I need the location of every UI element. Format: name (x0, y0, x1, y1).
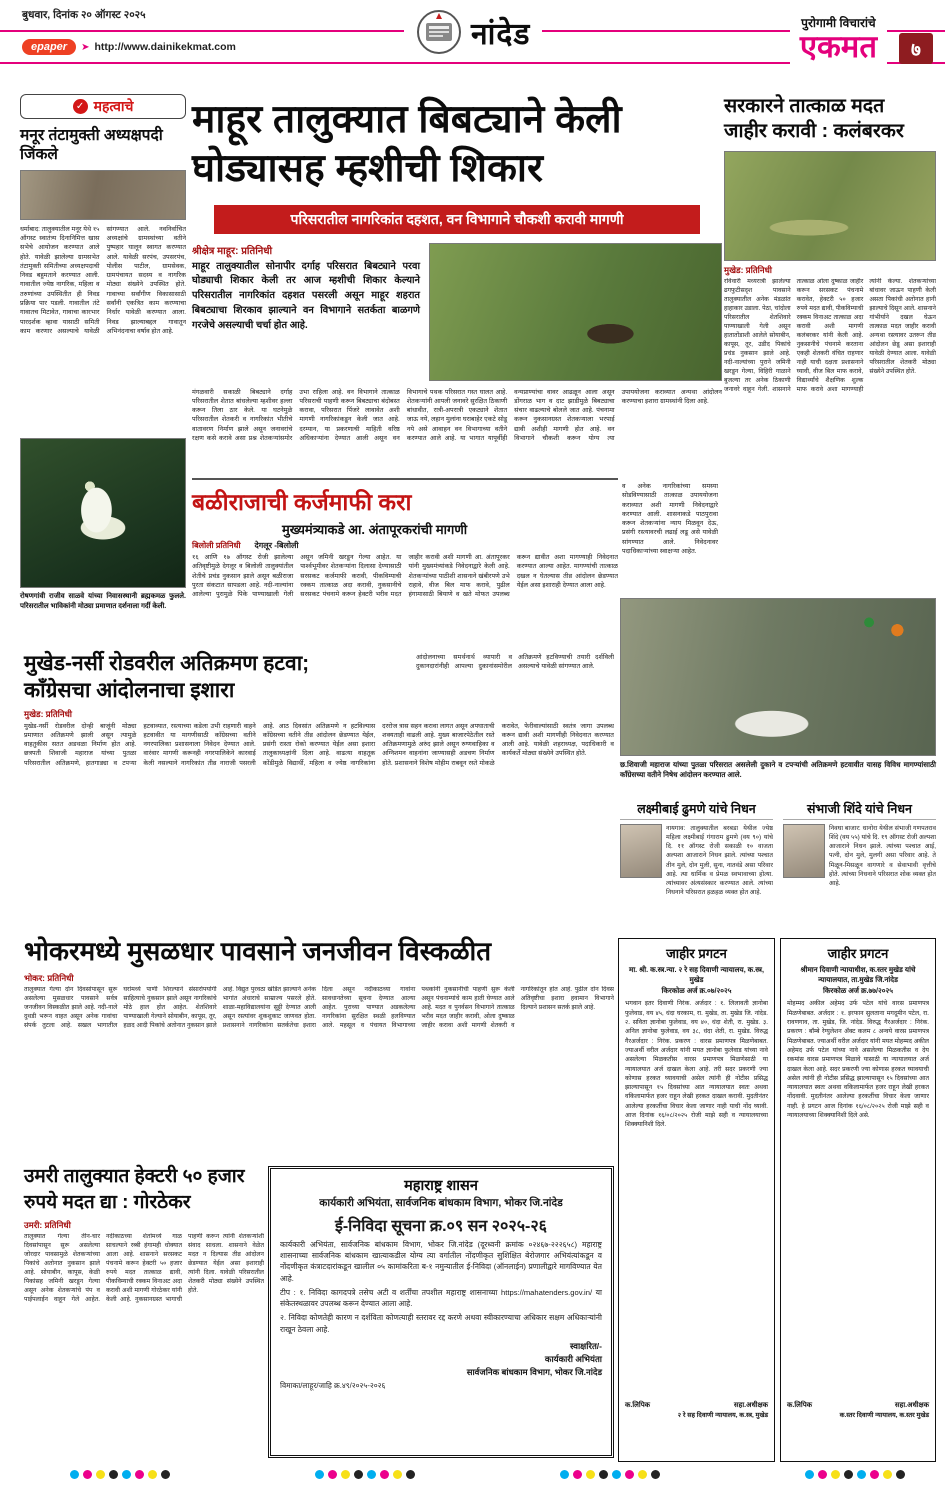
important-label: महत्वाचे (93, 98, 134, 114)
loan-waiver-place: देगलूर -बिलोली (254, 541, 299, 550)
notice-2-case-number: किरकोळ अर्ज क्र.७७/२०२५ (823, 986, 893, 996)
magenta-dot (328, 1470, 337, 1479)
masthead-logo-block (404, 9, 542, 55)
notice-2-sign-clerk: क.लिपिक (787, 1402, 813, 1410)
black-dot (651, 1470, 660, 1479)
magenta-dot (135, 1470, 144, 1479)
magenta-dot (573, 1470, 582, 1479)
notice-2-sign-superintendent: सहा.अधीक्षक (894, 1402, 929, 1410)
umari-byline: उमरी: प्रतिनिधी (24, 1220, 71, 1231)
yellow-dot (148, 1470, 157, 1479)
cyan-dot (122, 1470, 131, 1479)
protest-photo-caption: छ.शिवाजी महाराज यांच्या पुतळा परिसरात असलेली दुकाने व टपऱ्यांची अतिक्रमणे हटवावीत यासह विविध मागण्यांसाठी काँग्रेसच्या वतीने निषेध आंदोलन करण्यात आले. (620, 760, 936, 780)
magenta-dot (625, 1470, 634, 1479)
brand-name: एकमत (799, 29, 877, 64)
masthead-emblem-icon (416, 9, 462, 55)
notice-1-sign-superintendent: सहा.अधीक्षक (733, 1402, 768, 1410)
notice-2-body: मोहम्मद अकील अहेमद उर्फ पटेल यांचे वारस प्रमाणपत्र मिळणेबाबत. अर्जदार : १. इरफान सुलताना मगदूमीन पटेल, रा. रावणगाव, ता. मुखेड, जि. नांदेड. विरुद्ध गैरअर्जदार : निरंक. प्रकरण : बॉम्बे रेग्युलेशन ॲक्ट कलम ८ अन्वये वारस प्रमाणपत्र मिळणेबाबत. ज्याअर्थी वरील अर्जदार यांनी मयत मोहम्मद अकील अहेमद उर्फ पटेल यांच्या नावे असलेल्या मिळकतीस व देय रकमांस वारस प्रमाणपत्र मिळावे यासाठी या न्यायालयात अर्ज दाखल केला आहे. सदर प्रकरणी ज्या कोणास हरकत घ्यावयाची असेल त्यांनी ही नोटीस प्रसिद्ध झाल्यापासून १५ दिवसांच्या आत न्यायालयात स्वतः अथवा वकिलामार्फत हजर राहून लेखी हरकत नोंदवावी. मुदतीनंतर आलेल्या हरकतींचा विचार केला जाणार नाही. हे प्रगटन आज दिनांक १६/०८/२०२५ रोजी माझे सही व न्यायालयाच्या शिक्क्यानिशी दिले असे. (787, 1000, 929, 1119)
notice-1-title: जाहीर प्रगटन (666, 946, 727, 961)
notice-1-sign-court: २ रे सह दिवाणी न्यायालय, क.स्त्र, मुखेड (677, 1412, 768, 1420)
cyan-dot (367, 1470, 376, 1479)
aid-headline-line1: सरकारने तात्काळ मदत (724, 95, 885, 117)
notice-2-signatures (787, 1401, 929, 1410)
obituary-shinde-row (783, 824, 936, 934)
black-dot (844, 1470, 853, 1479)
lead-story-row (192, 243, 722, 381)
lead-body-text: मंगळवारी सकाळी बिबट्याने दर्गाह परिसरातील शेतात बांधलेल्या म्हशीवर हल्ला करून तिला ठार केले. या घटनेमुळे परिसरातील शेतकरी व नागरिकांत भीतीचे वातावरण निर्माण झाले असून जनावरांचे रक्षण कसे करावे असा प्रश्न शेतकऱ्यांसमोर उभा राहिला आहे. वन विभागाने तात्काळ परिसराची पाहणी करून बिबट्याचा बंदोबस्त करावा, परिसरात पिंजरे लावावेत अशी मागणी नागरिकांकडून केली जात आहे. दरम्यान, या प्रकरणाची माहिती वरिष्ठ अधिकाऱ्यांना देण्यात आली असून वन विभागाचे पथक परिसरात गस्त घालत आहे. शेतकऱ्यांनी आपली जनावरे सुरक्षित ठिकाणी बांधावीत, रात्री-अपरात्री एकट्याने शेतात जाऊ नये, लहान मुलांना घराबाहेर एकटे सोडू नये असे आवाहन वन विभागाच्या वतीने करण्यात आले आहे. या भागात यापूर्वीही वन्यप्राण्यांचा वावर आढळून आला असून डोंगराळ भाग व दाट झाडीमुळे बिबट्याचा संचार वाढल्याचे बोलले जात आहे. पंचनामा करून नुकसानग्रस्त शेतकऱ्याला भरपाई द्यावी अशीही मागणी होत आहे. वन विभागाने चौकशी करून योग्य त्या उपाययोजना कराव्यात अन्यथा आंदोलन करण्याचा इशारा ग्रामस्थांनी दिला आहे. (192, 388, 722, 442)
tender-sign-line1: स्वाक्षरित/- (569, 1340, 602, 1351)
print-registration-marks (0, 1470, 945, 1484)
loan-waiver-bylines (192, 540, 618, 551)
tender-signature-block (280, 1340, 602, 1380)
obituary-dhumane-body: नायगाव: तालुक्यातील बरबडा येथील ज्येष्ठ महिला लक्ष्मीबाई गंगाराम ढुमणे (वय ९०) यांचे दि. ११ ऑगस्ट रोजी सकाळी १० वाजता अल्पशा आजाराने निधन झाले. त्यांच्या पश्चात तीन मुले, दोन मुली, सुना, नातवंडे असा परिवार आहे. त्या धार्मिक व प्रेमळ स्वभावाच्या होत्या. त्यांच्यावर अंत्यसंस्कार करण्यात आले. त्यांच्या निधनाने परिसरात हळहळ व्यक्त होत आहे. (666, 825, 773, 896)
black-dot (354, 1470, 363, 1479)
umari-headline-line1: उमरी तालुक्यात हेक्टरी ५० हजार (24, 1166, 245, 1187)
black-dot (896, 1470, 905, 1479)
court-notice-1 (618, 938, 775, 1462)
lead-headline-line2: घोड्यासह म्हशीची शिकार (192, 146, 543, 190)
obituary-dhumane (620, 800, 773, 934)
black-dot (109, 1470, 118, 1479)
important-header (20, 94, 186, 119)
lead-intro-column (192, 243, 420, 381)
black-dot (599, 1470, 608, 1479)
congress-protest-photo (620, 598, 936, 756)
tender-sign-line3: सार्वजनिक बांधकाम विभाग, भोकर जि.नांदेड (466, 1367, 602, 1378)
damaged-crops-photo (724, 151, 936, 261)
yellow-dot (831, 1470, 840, 1479)
tender-department: कार्यकारी अभियंता, सार्वजनिक बांधकाम विभाग, भोकर जि.नांदेड (319, 1197, 563, 1209)
aid-byline: मुखेड: प्रतिनिधी (724, 264, 773, 275)
umari-body: तालुक्यात गेल्या तीन-चार दिवसांपासून सुरू असलेल्या जोरदार पावसामुळे शेतकऱ्यांच्या पिकांचे अतोनात नुकसान झाले आहे. सोयाबीन, कापूस, केळी पिकांसह जमिनी खरडून गेल्या असून अनेक शेतकऱ्यांचे पंप व पाईपलाईन वाहून गेले आहेत. नदीकाठच्या शेतांमध्ये गाळ साचल्याने रब्बी हंगामही धोक्यात आला आहे. शासनाने सरसकट पंचनामे करून हेक्टरी ५० हजार रुपये मदत तात्काळ द्यावी, पीकविम्याची रक्कम विनाअट अदा करावी अशी मागणी गोरठेकर यांनी केली आहे. नुकसानग्रस्त भागाची पाहणी करून त्यांनी शेतकऱ्यांशी संवाद साधला. शासनाने वेळेत मदत न दिल्यास तीव्र आंदोलन छेडण्यात येईल असा इशाराही त्यांनी दिला. यावेळी परिसरातील शेतकरी मोठ्या संख्येने उपस्थित होते. (24, 1233, 264, 1304)
magenta-dot (380, 1470, 389, 1479)
encroachment-intro: आंदोलनाच्या समर्थनार्थ व्यापारी व दुकानदारांनीही आपल्या दुकानांसमोरील अतिक्रमणे हटविण्याची तयारी दर्शविली असल्याचे यावेळी सांगण्यात आले. (416, 654, 614, 671)
notice-1-case-number: किरकोळ अर्ज क्र.०७/२०२५ (661, 986, 732, 996)
notice-1-signatures (625, 1401, 768, 1410)
aid-body-text: रविवारी मध्यरात्री झालेल्या ढगफुटीसदृश पावसाने तालुक्यातील अनेक मंडळांत हाहाकार उडाला. पेठा, चांदोला परिसरातील शेतशिवारे पाण्याखाली गेली असून हातातोंडाशी आलेले सोयाबीन, कापूस, तूर, उडीद पिकांचे प्रचंड नुकसान झाले आहे. नदी-नाल्यांच्या पुराने जमिनी खरडून गेल्या, विहिरी गाळाने बुजल्या तर अनेक ठिकाणी जनावरे वाहून गेली. शासनाने तात्काळ ओला दुष्काळ जाहीर करून सरसकट पंचनामे करावेत, हेक्टरी ५० हजार रुपये मदत द्यावी, पीकविम्याची रक्कम विनाअट तात्काळ अदा करावी अशी मागणी कलंबरकर यांनी केली आहे. नुकसानीचे पंचनामे करताना एकही शेतकरी वंचित राहणार नाही याची दक्षता प्रशासनाने घ्यावी, वीज बिल माफ करावे, विद्यार्थ्यांचे शैक्षणिक शुल्क माफ करावे अशा मागण्याही त्यांनी केल्या. शेतकऱ्यांच्या बांधावर जाऊन पाहणी केली असता पिकांची अतोनात हानी झाल्याचे दिसून आले. शासनाने गांभीर्याने दखल घेऊन तात्काळ मदत जाहीर करावी अन्यथा रस्त्यावर उतरून तीव्र आंदोलन छेडू असा इशाराही यावेळी देण्यात आला. यावेळी परिसरातील शेतकरी मोठ्या संख्येने उपस्थित होते. (724, 277, 936, 393)
cyan-dot (560, 1470, 569, 1479)
yellow-dot (96, 1470, 105, 1479)
tender-sign-line2: कार्यकारी अभियंता (544, 1354, 602, 1365)
notice-2-court: श्रीमान दिवाणी न्यायाधीश, क.स्तर मुखेड यांचे न्यायालयात, ता.मुखेड जि.नांदेड (800, 965, 916, 984)
rain-headline: भोकरमध्ये मुसळधार पावसाने जनजीवन विस्कळीत (24, 936, 492, 966)
date-line: बुधवार, दिनांक २० ऑगस्ट २०२५ (22, 9, 146, 21)
yellow-dot (883, 1470, 892, 1479)
registration-mark-group (70, 1470, 170, 1479)
yellow-dot (393, 1470, 402, 1479)
brahmakamal-flower-photo (20, 438, 186, 588)
obituary-shinde-portrait (783, 824, 825, 878)
important-body: धर्माबाद: तालुक्यातील मनूर येथे १५ ऑगस्ट स्वातंत्र्य दिनानिमित्त खास सभेचे आयोजन करण्यात आले होते. यावेळी झालेल्या ग्रामसभेत तंटामुक्ती समितीच्या अध्यक्षपदाची निवड बहुमताने करण्यात आली. गावातील ज्येष्ठ नागरिक, महिला व तरुणांच्या उपस्थितीत ही निवड प्रक्रिया पार पडली. गावातील तंटे गावातच मिटावेत, गावाचा कारभार पारदर्शक व्हावा यासाठी समिती काम करणार असल्याचे यावेळी सांगण्यात आले. नवनिर्वाचित अध्यक्षांचे ग्रामस्थांच्या वतीने पुष्पहार घालून स्वागत करण्यात आले. यावेळी सरपंच, उपसरपंच, पोलीस पाटील, ग्रामसेवक, ग्रामपंचायत सदस्य व नागरिक मोठ्या संख्येने उपस्थित होते. गावाच्या सर्वांगीण विकासासाठी सर्वांनी एकत्रित काम करण्याचा निर्धार यावेळी करण्यात आला. निवड झाल्याबद्दल गावातून अभिनंदनाचा वर्षाव होत आहे. (20, 225, 186, 335)
lead-byline: श्रीक्षेत्र माहूर: प्रतिनिधी (192, 245, 273, 257)
cyan-dot (70, 1470, 79, 1479)
umari-headline-line2: रुपये मदत द्या : गोरठेकर (24, 1191, 191, 1213)
encroachment-body: मुखेड-नर्सी रोडवरील दोन्ही बाजूंनी मोठ्या प्रमाणात अतिक्रमणे झाली असून त्यामुळे वाहतुकीस सतत अडथळा निर्माण होत आहे. छत्रपती शिवाजी महाराज यांच्या पुतळा परिसरातील अतिक्रमणे, हातगाड्या व टपऱ्या हटवाव्यात, रस्त्याच्या कडेला उभी राहणारी वाहने हटवावीत या मागणीसाठी काँग्रेसच्या वतीने नगरपालिका प्रशासनाला निवेदन देण्यात आले. वारंवार मागणी करूनही नगरपालिकेने कारवाई केली नसल्याने नागरिकांत तीव्र नाराजी पसरली आहे. आठ दिवसांत अतिक्रमणे न हटविल्यास काँग्रेसच्या वतीने तीव्र आंदोलन छेडण्यात येईल, प्रसंगी रास्ता रोको करण्यात येईल असा इशारा तालुकाध्यक्षांनी दिला आहे. वाढत्या वाहतूक कोंडीमुळे विद्यार्थी, महिला व ज्येष्ठ नागरिकांना दररोज त्रास सहन करावा लागत असून अपघाताची शक्यताही वाढली आहे. मुख्य बाजारपेठेतील रस्ते अतिक्रमणामुळे अरुंद झाले असून रुग्णवाहिका व अग्निशमन वाहनांना जाण्यासही अडचण निर्माण होते. प्रशासनाने विशेष मोहीम राबवून रस्ते मोकळे करावेत, फेरीवाल्यांसाठी स्वतंत्र जागा उपलब्ध करून द्यावी अशी मागणीही निवेदनात करण्यात आली आहे. यावेळी शहराध्यक्ष, पदाधिकारी व कार्यकर्ते मोठ्या संख्येने उपस्थित होते. (24, 722, 614, 767)
epaper-badge: epaper (22, 39, 76, 55)
epaper-bar (22, 37, 244, 57)
lead-story (192, 96, 722, 474)
court-notice-2 (780, 938, 936, 1462)
obituary-dhumane-portrait (620, 824, 662, 878)
registration-mark-group (315, 1470, 415, 1479)
loan-waiver-story (192, 478, 618, 650)
notice-1-sign-clerk: क.लिपिक (625, 1402, 651, 1410)
important-headline: मनूर तंटामुक्ती अध्यक्षपदी जिंकले (20, 127, 163, 164)
umari-story (24, 1164, 264, 1445)
flower-photo-caption: रोषणगांवी राजीव साळवे यांच्या निवासस्थानी ब्रह्मकमळ फुलले. परिसरातील भाविकांनी मोठ्या प्रमाणात दर्शनाला गर्दी केली. (20, 592, 186, 610)
aid-headline-line2: जाहीर करावी : कलंबरकर (724, 120, 904, 143)
encroachment-headline-line1: मुखेड-नर्सी रोडवरील अतिक्रमण हटवा; (24, 652, 310, 675)
important-column (20, 94, 186, 612)
rain-body: तालुक्यात गेल्या दोन दिवसांपासून सुरू असलेल्या मुसळधार पावसाने सर्वत्र जनजीवन विस्कळीत झाले आहे. नदी-नाले दुथडी भरून वाहत असून अनेक गावांचा संपर्क तुटला आहे. सखल भागातील घरांमध्ये पाणी शिरल्याने संसारोपयोगी साहित्याचे नुकसान झाले असून नागरिकांचे मोठे हाल होत आहेत. शेतशिवारे पाण्याखाली गेल्याने सोयाबीन, कापूस, तूर, हळद आदी पिकांचे अतोनात नुकसान झाले आहे. विद्युत पुरवठा खंडित झाल्याने अनेक भागांत अंधाराचे साम्राज्य पसरले होते. शाळा-महाविद्यालयांना सुट्टी देण्यात आली असून रस्त्यांवर शुकशुकाट जाणवत होता. प्रशासनाने नागरिकांना सतर्कतेचा इशारा दिला असून नदीकाठच्या गावांना सावधानतेच्या सूचना देण्यात आल्या आहेत. पुराच्या पाण्यात अडकलेल्या नागरिकांना सुरक्षित स्थळी हलविण्यात आले. महसूल व पंचायत विभागाच्या पथकांनी नुकसानीची पाहणी सुरू केली असून पंचनाम्यांचे काम हाती घेण्यात आले आहे. मदत व पुनर्वसन विभागाने तात्काळ भरीव मदत जाहीर करावी, ओला दुष्काळ जाहीर करावा अशी मागणी शेतकरी व नागरिकांतून होत आहे. पुढील दोन दिवस अतिवृष्टीचा इशारा हवामान विभागाने दिल्याने प्रशासन सतर्क झाले आहे. (24, 986, 614, 1029)
encroachment-byline: मुखेड: प्रतिनिधी (24, 708, 73, 719)
cyan-dot (857, 1470, 866, 1479)
loan-waiver-byline: बिलोली प्रतिनिधी (192, 541, 241, 550)
obituary-shinde-headline: संभाजी शिंदे यांचे निधन (783, 800, 936, 820)
rain-byline: भोकर: प्रतिनिधी (24, 973, 74, 983)
tender-note-1: टीप : १. निविदा कागदपत्रे तसेच अटी व शर्तींचा तपशील महाराष्ट्र शासनाच्या https://mahatenders.gov.in/ या संकेतस्थळावर उपलब्ध करून देण्यात आला आहे. (280, 1287, 602, 1309)
govt-aid-story (724, 94, 936, 576)
tender-govt-title: महाराष्ट्र शासन (404, 1178, 478, 1194)
yellow-dot (341, 1470, 350, 1479)
brand-block (790, 14, 887, 64)
brand-tagline: पुरोगामी विचारांचे (801, 16, 876, 30)
magenta-dot (870, 1470, 879, 1479)
page-number: ७ (899, 33, 933, 64)
lead-headline-line1: माहूर तालुक्यात बिबट्याने केली (192, 98, 622, 141)
notice-1-court: मा. श्री. क.स्त्र.न्या. २ रे सह दिवाणी न्यायालय, क.स्त्र, मुखेड (629, 965, 764, 984)
notice-2-title: जाहीर प्रगटन (827, 946, 889, 961)
award-ceremony-photo (20, 170, 186, 220)
cyan-dot (805, 1470, 814, 1479)
obituary-dhumane-headline: लक्ष्मीबाई ढुमणे यांचे निधन (620, 800, 773, 820)
black-dot (161, 1470, 170, 1479)
magenta-dot (83, 1470, 92, 1479)
loan-waiver-subhead: मुख्यमंत्र्याकडे आ. अंतापूरकरांची मागणी (282, 522, 468, 537)
yellow-dot (638, 1470, 647, 1479)
aid-body-continuation: व अनेक नागरिकांच्या समस्या सोडविण्यासाठी तात्काळ उपाययोजना कराव्यात अशी मागणी निवेदनाद्वारे करण्यात आली. शासनाकडे पाठपुरावा करून शेतकऱ्यांना न्याय मिळवून देऊ, प्रसंगी रस्त्यावरची लढाई लढू असे यावेळी सांगण्यात आले. निवेदनावर पदाधिकाऱ्यांच्या स्वाक्षऱ्या आहेत. (622, 483, 718, 555)
obituary-shinde (783, 800, 936, 934)
obituary-shinde-body: निवघा बाजार: धानोरा येथील संभाजी गणपतराव शिंदे (वय ५५) यांचे दि. १९ ऑगस्ट रोजी अल्पशा आजाराने निधन झाले. त्यांच्या पश्चात आई, पत्नी, दोन मुले, मुलगी असा परिवार आहे. ते मिळून-मिसळून वागणारे व सेवाभावी वृत्तीचे होते. त्यांच्या निधनाने परिसरात शोक व्यक्त होत आहे. (829, 825, 936, 887)
cyan-dot (315, 1470, 324, 1479)
loan-waiver-body: १६ आणि १७ ऑगस्ट रोजी झालेल्या अतिवृष्टीमुळे देगलूर व बिलोली तालुक्यांतील शेतीचे प्रचंड नुकसान झाले असून बळीराजा पुरता संकटात सापडला आहे. नदी-नाल्यांना आलेल्या पुरामुळे पिके पाण्याखाली गेली असून जमिनी खरडून गेल्या आहेत. या पार्श्वभूमीवर शेतकऱ्यांना दिलासा देण्यासाठी सरसकट कर्जमाफी करावी, पीकविम्याची रक्कम तात्काळ अदा करावी, नुकसानीचे सरसकट पंचनामे करून हेक्टरी भरीव मदत जाहीर करावी अशी मागणी आ. अंतापूरकर यांनी मुख्यमंत्र्यांकडे निवेदनाद्वारे केली आहे. शेतकऱ्यांच्या पाठीशी शासनाने खंबीरपणे उभे राहावे, वीज बिल माफ करावे, पुढील हंगामासाठी बियाणे व खते मोफत उपलब्ध करून द्यावीत अशा मागण्याही निवेदनात करण्यात आल्या आहेत. मागण्यांची तात्काळ दखल न घेतल्यास तीव्र आंदोलन छेडण्यात येईल असा इशाराही देण्यात आला आहे. (192, 554, 618, 599)
registration-mark-group (805, 1470, 905, 1479)
tender-reference-number: विमाका/लाहूर/जाहि क्र.४९/२०२५-२०२६ (280, 1381, 386, 1391)
yellow-dot (586, 1470, 595, 1479)
rain-story (24, 932, 614, 1162)
lead-intro-text: माहूर तालुक्यातील सोनापीर दर्गाह परिसरात बिबट्याने परवा घोड्याची शिकार केली तर आज म्हशीची शिकार केल्याने परिसरातील नागरिकांत दहशत पसरली असून माहूर शहरात बिबट्याचा शिरकाव झाल्याने वन विभागाने सतर्कता बाळगणे गरजेचे असल्याची चर्चा होत आहे. (192, 260, 420, 332)
tender-note-2: २. निविदा कोणतेही कारण न दर्शविता कोणत्याही स्तरावर रद्द करणे अथवा स्वीकारण्याचा अधिकार सक्षम अधिकाऱ्यांनी राखून ठेवला आहे. (280, 1313, 602, 1334)
tender-notice-box (268, 1166, 614, 1458)
tender-heading: ई-निविदा सूचना क्र.०९ सन २०२५-२६ (335, 1218, 547, 1235)
encroachment-headline-line2: काँग्रेसचा आंदोलनाचा इशारा (24, 679, 235, 703)
notice-2-sign-court: क.स्तर दिवाणी न्यायालय, क.स्तर मुखेड (839, 1412, 929, 1420)
magenta-dot (818, 1470, 827, 1479)
encroachment-story (24, 650, 614, 912)
registration-mark-group (560, 1470, 660, 1479)
check-icon: ✓ (73, 99, 88, 114)
tender-body: कार्यकारी अभियंता, सार्वजनिक बांधकाम विभाग, भोकर जि.नांदेड (दूरध्वनी क्रमांक ०२४६७-२२२६५८) महाराष्ट्र शासनाच्या सार्वजनिक बांधकाम खात्याकडील योग्य त्या वर्गातील नोंदणीकृत सुशिक्षित बेरोजगार अभियंत्यांकडून व नोंदणीकृत कंत्राटदारांकडून खालील ०५ कामांकरिता ब-१ नमुन्यातील ई-निविदा (ऑनलाईन) प्रणालीद्वारे मागविण्यात येत आहे. (280, 1240, 602, 1283)
lead-subhead-bar: परिसरातील नागरिकांत दहशत, वन विभागाने चौकशी करावी मागणी (214, 205, 700, 234)
black-dot (406, 1470, 415, 1479)
loan-waiver-headline: बळीराजाची कर्जमाफी करा (192, 489, 412, 515)
city-title: नांदेड (471, 17, 531, 51)
obituary-dhumane-row (620, 824, 773, 934)
notice-1-body: भगवान इतर दिवाणी निरंक. अर्जदार : १. लिलावती ज्ञानोबा फुलेवाड, वय ४५, धंदा घरकाम, रा. मुखेड, ता. मुखेड जि. नांदेड. २. सविता ज्ञानोबा फुलेवाड, वय ४०, धंदा शेती, रा. मुखेड. ३. अनिल ज्ञानोबा फुलेवाड, वय ३८, धंदा शेती, रा. मुखेड. विरुद्ध गैरअर्जदार : निरंक. प्रकरण : वारस प्रमाणपत्र मिळणेबाबत. ज्याअर्थी वरील अर्जदार यांनी मयत ज्ञानोबा फुलेवाड यांच्या नावे असलेल्या मिळकतीस वारस प्रमाणपत्र मिळणेसाठी या न्यायालयात अर्ज दाखल केला आहे. तरी सदर प्रकरणी ज्या कोणास हरकत घ्यावयाची असेल त्यांनी ही नोटीस प्रसिद्ध झाल्यापासून १५ दिवसांच्या आत न्यायालयात स्वतः अथवा वकिलामार्फत हजर राहून लेखी हरकत दाखल करावी. मुदतीनंतर आलेल्या हरकतींचा विचार केला जाणार नाही याची नोंद घ्यावी. आज दिनांक १६/०८/२०२५ रोजी माझे सही व न्यायालयाच्या शिक्क्यानिशी दिले. (625, 1000, 768, 1129)
epaper-url-link[interactable]: http://www.dainikekmat.com (94, 41, 236, 53)
leopard-kill-field-photo (429, 243, 722, 381)
cyan-dot (612, 1470, 621, 1479)
epaper-arrow-icon: ➤ (81, 41, 90, 53)
